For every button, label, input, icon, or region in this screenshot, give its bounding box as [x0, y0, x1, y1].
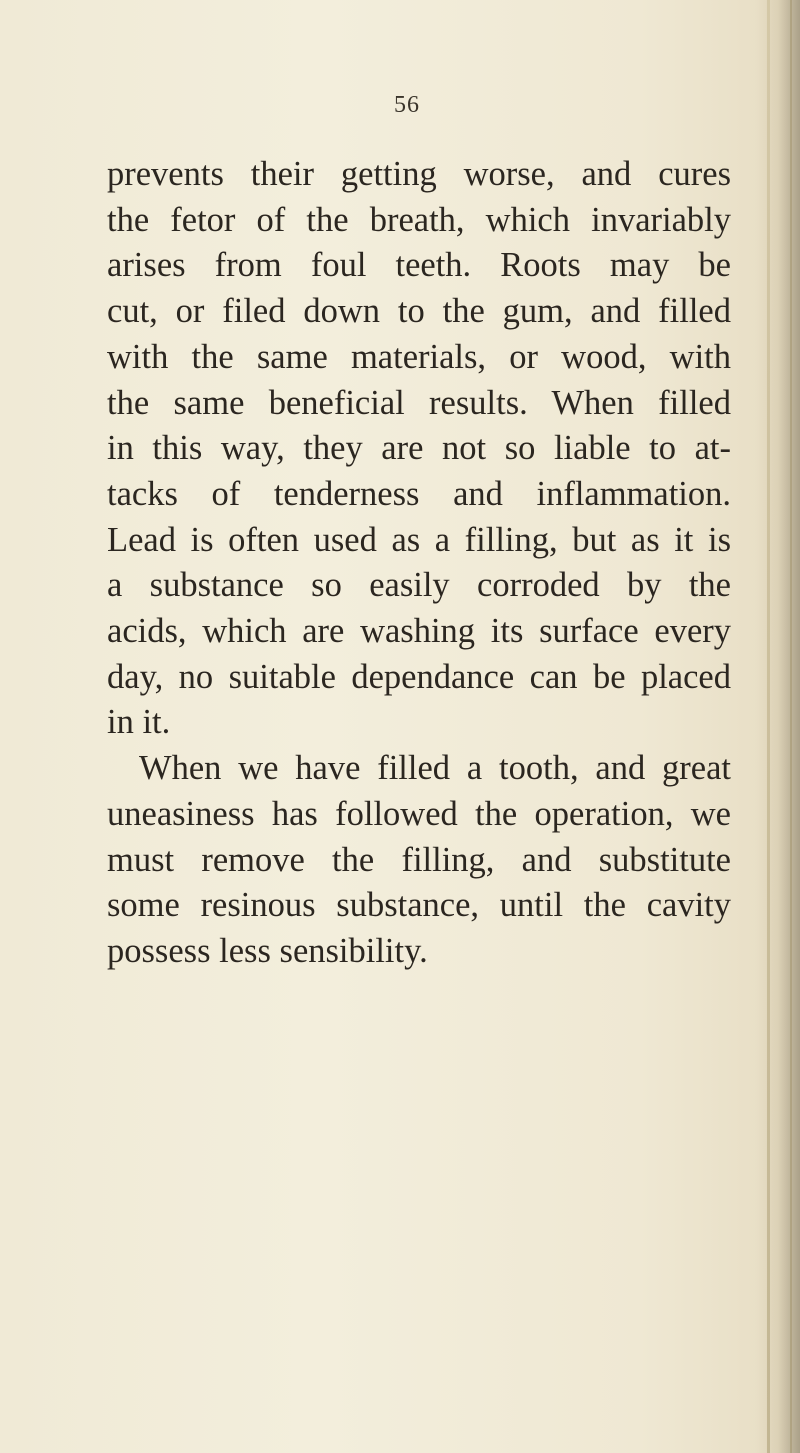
text-line: the same beneficial results. When filled: [107, 383, 731, 422]
text-line: with the same materials, or wood, with: [107, 337, 731, 376]
body-text: [107, 152, 731, 975]
text-line: in it.: [107, 703, 171, 742]
text-line: acids, which are washing its surface every: [107, 612, 731, 651]
text-line: a substance so easily corroded by the: [107, 566, 731, 605]
page-number: 56: [394, 92, 420, 118]
text-line: prevents their getting worse, and cures: [107, 155, 731, 193]
text-line: uneasiness has followed the operation, we: [107, 794, 731, 833]
text-line: When we have filled a tooth, and great: [139, 749, 731, 788]
text-line: day, no suitable dependance can be placed: [107, 657, 731, 696]
text-line: must remove the filling, and substitute: [107, 840, 731, 879]
text-line: the fetor of the breath, which invariably: [107, 200, 731, 239]
text-line: arises from foul teeth. Roots may be: [107, 246, 731, 285]
paragraph-1: [107, 152, 731, 746]
text-line: tacks of tenderness and inflammation.: [107, 474, 731, 513]
text-line: cut, or filed down to the gum, and filled: [107, 292, 731, 331]
page-edge-line: [767, 0, 770, 1453]
text-line: Lead is often used as a filling, but as it is: [107, 520, 731, 559]
text-line: some resinous substance, until the cavity: [107, 886, 731, 925]
text-line: possess less sensibility.: [107, 931, 428, 970]
paragraph-2: [107, 746, 731, 975]
page-edge-shadow: [756, 0, 800, 1453]
text-line: in this way, they are not so liable to at-: [107, 429, 731, 468]
page-edge-line-outer: [790, 0, 792, 1453]
